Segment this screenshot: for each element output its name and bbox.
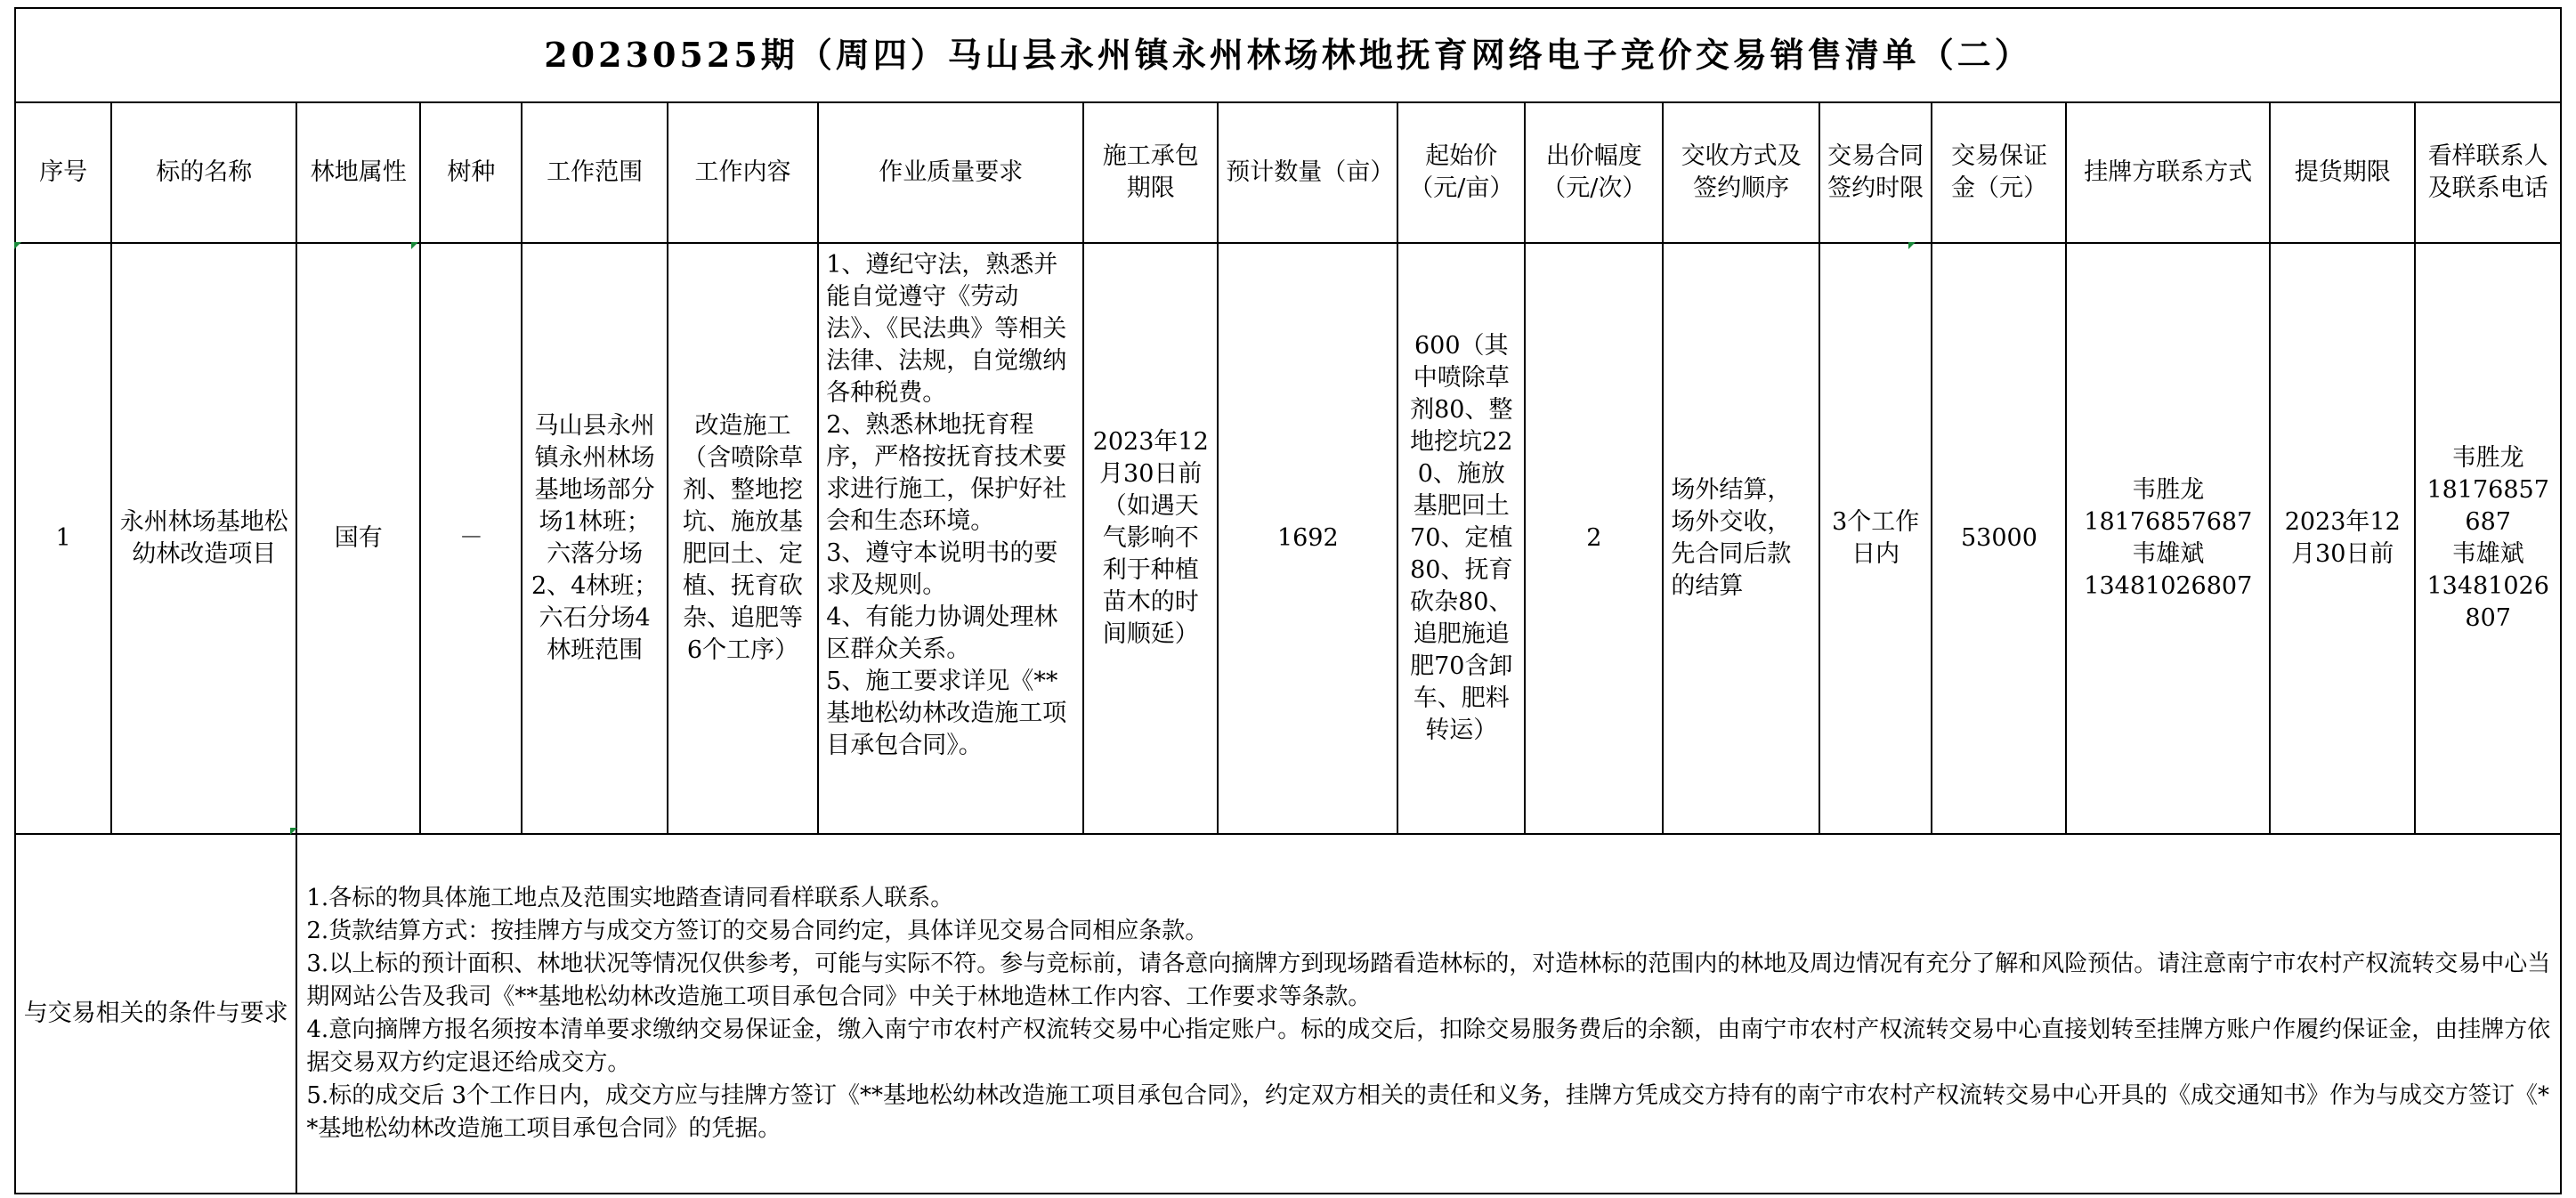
- cell-sample-contact: [2415, 243, 2561, 834]
- header-content: 工作内容: [668, 102, 818, 243]
- header-sign-limit: 交易合同签约时限: [1819, 102, 1932, 243]
- cell-seq: 1: [15, 243, 111, 834]
- header-deposit: 交易保证金（元）: [1932, 102, 2066, 243]
- cell-land-attr: 国有: [296, 243, 420, 834]
- condition-item: 2.货款结算方式：按挂牌方与成交方签订的交易合同约定，具体详见交易合同相应条款。: [306, 918, 1209, 944]
- cell-lister-contact: [2066, 243, 2270, 834]
- cell-sign-limit: 3个工作日内: [1819, 243, 1932, 834]
- header-quality: 作业质量要求: [818, 102, 1083, 243]
- cell-comment-marker: [411, 242, 418, 249]
- cell-comment-marker: [14, 242, 21, 249]
- conditions-row: [15, 834, 2561, 1194]
- lister-name-1: 韦胜龙: [2132, 476, 2205, 504]
- header-subject: 标的名称: [111, 102, 296, 243]
- header-seq: 序号: [15, 102, 111, 243]
- condition-item: 1.各标的物具体施工地点及范围实地踏查请同看样联系人联系。: [306, 885, 954, 911]
- condition-item: 5.标的成交后 3个工作日内，成交方应与挂牌方签订《**基地松幼林改造施工项目承包合同》，约定双方相关的责任和义务，挂牌方凭成交方持有的南宁市农村产权流转交易中心开具的《成交通知书》作为与成交方签订《**基地松幼林改造施工项目承包合同》的凭据。: [306, 1082, 2550, 1142]
- title-row: [15, 8, 2561, 102]
- header-sample-contact: 看样联系人及联系电话: [2415, 102, 2561, 243]
- quality-item: 1、遵纪守法，熟悉并能自觉遵守《劳动法》、《民法典》等相关法律、法规，自觉缴纳各种税费。: [826, 251, 1067, 407]
- lister-phone-2: 13481026807: [2084, 572, 2253, 600]
- cell-species: －: [420, 243, 522, 834]
- header-quantity: 预计数量（亩）: [1218, 102, 1397, 243]
- header-pickup: 提货期限: [2270, 102, 2415, 243]
- sample-name-2: 韦雄斌: [2451, 540, 2524, 568]
- cell-comment-marker: [290, 828, 297, 835]
- cell-comment-marker: [1908, 242, 1916, 249]
- header-start-price: 起始价（元/亩）: [1397, 102, 1525, 243]
- cell-quantity: 1692: [1218, 243, 1397, 834]
- header-period: 施工承包期限: [1083, 102, 1218, 243]
- sales-list-table: [14, 7, 2562, 1194]
- lister-name-2: 韦雄斌: [2132, 540, 2205, 568]
- header-scope: 工作范围: [522, 102, 667, 243]
- header-species: 树种: [420, 102, 522, 243]
- sales-list-sheet: [14, 7, 2562, 1189]
- page-title: 20230525期（周四）马山县永州镇永州林场林地抚育网络电子竞价交易销售清单（二）: [15, 8, 2561, 102]
- cell-deposit: 53000: [1932, 243, 2066, 834]
- table-row: [15, 243, 2561, 834]
- condition-item: 4.意向摘牌方报名须按本清单要求缴纳交易保证金，缴入南宁市农村产权流转交易中心指定账户。标的成交后，扣除交易服务费后的余额，由南宁市农村产权流转交易中心直接划转至挂牌方账户作履约保证金，由挂牌方依据交易双方约定退还给成交方。: [306, 1016, 2551, 1076]
- header-lister-contact: 挂牌方联系方式: [2066, 102, 2270, 243]
- condition-item: 3.以上标的预计面积、林地状况等情况仅供参考，可能与实际不符。参与竞标前，请各意向摘牌方到现场踏看造林标的，对造林标的范围内的林地及周边情况有充分了解和风险预估。请注意南宁市农村产权流转交易中心当期网站公告及我司《**基地松幼林改造施工项目承包合同》中关于林地造林工作内容、工作要求等条款。: [306, 951, 2551, 1010]
- quality-item: 2、熟悉林地抚育程序，严格按抚育技术要求进行施工，保护好社会和生态环境。: [826, 411, 1067, 535]
- cell-delivery: 场外结算，场外交收，先合同后款的结算: [1663, 243, 1819, 834]
- header-land-attr: 林地属性: [296, 102, 420, 243]
- sample-phone-2: 13481026807: [2426, 572, 2549, 632]
- cell-scope: 马山县永州镇永州林场基地场部分场1林班；六落分场2、4林班；六石分场4林班范围: [522, 243, 667, 834]
- header-increment: 出价幅度（元/次）: [1525, 102, 1663, 243]
- cell-quality: [818, 243, 1083, 834]
- header-delivery: 交收方式及签约顺序: [1663, 102, 1819, 243]
- lister-phone-1: 18176857687: [2084, 508, 2253, 536]
- cell-content: 改造施工（含喷除草剂、整地挖坑、施放基肥回土、定植、抚育砍杂、追肥等6个工序）: [668, 243, 818, 834]
- conditions-label: 与交易相关的条件与要求: [15, 834, 296, 1194]
- cell-subject: 永州林场基地松幼林改造项目: [111, 243, 296, 834]
- quality-item: 4、有能力协调处理林区群众关系。: [826, 603, 1058, 663]
- sample-name-1: 韦胜龙: [2451, 444, 2524, 472]
- cell-period: 2023年12月30日前（如遇天气影响不利于种植苗木的时间顺延）: [1083, 243, 1218, 834]
- quality-item: 3、遵守本说明书的要求及规则。: [826, 539, 1058, 599]
- sample-phone-1: 18176857687: [2426, 476, 2549, 536]
- quality-item: 5、施工要求详见《**基地松幼林改造施工项目承包合同》。: [826, 668, 1067, 759]
- cell-start-price: 600（其中喷除草剂80、整地挖坑220、施放基肥回土70、定植80、抚育砍杂80、追肥施追肥70含卸车、肥料转运）: [1397, 243, 1525, 834]
- conditions-text: [296, 834, 2561, 1194]
- header-row: [15, 102, 2561, 243]
- cell-increment: 2: [1525, 243, 1663, 834]
- cell-pickup: 2023年12月30日前: [2270, 243, 2415, 834]
